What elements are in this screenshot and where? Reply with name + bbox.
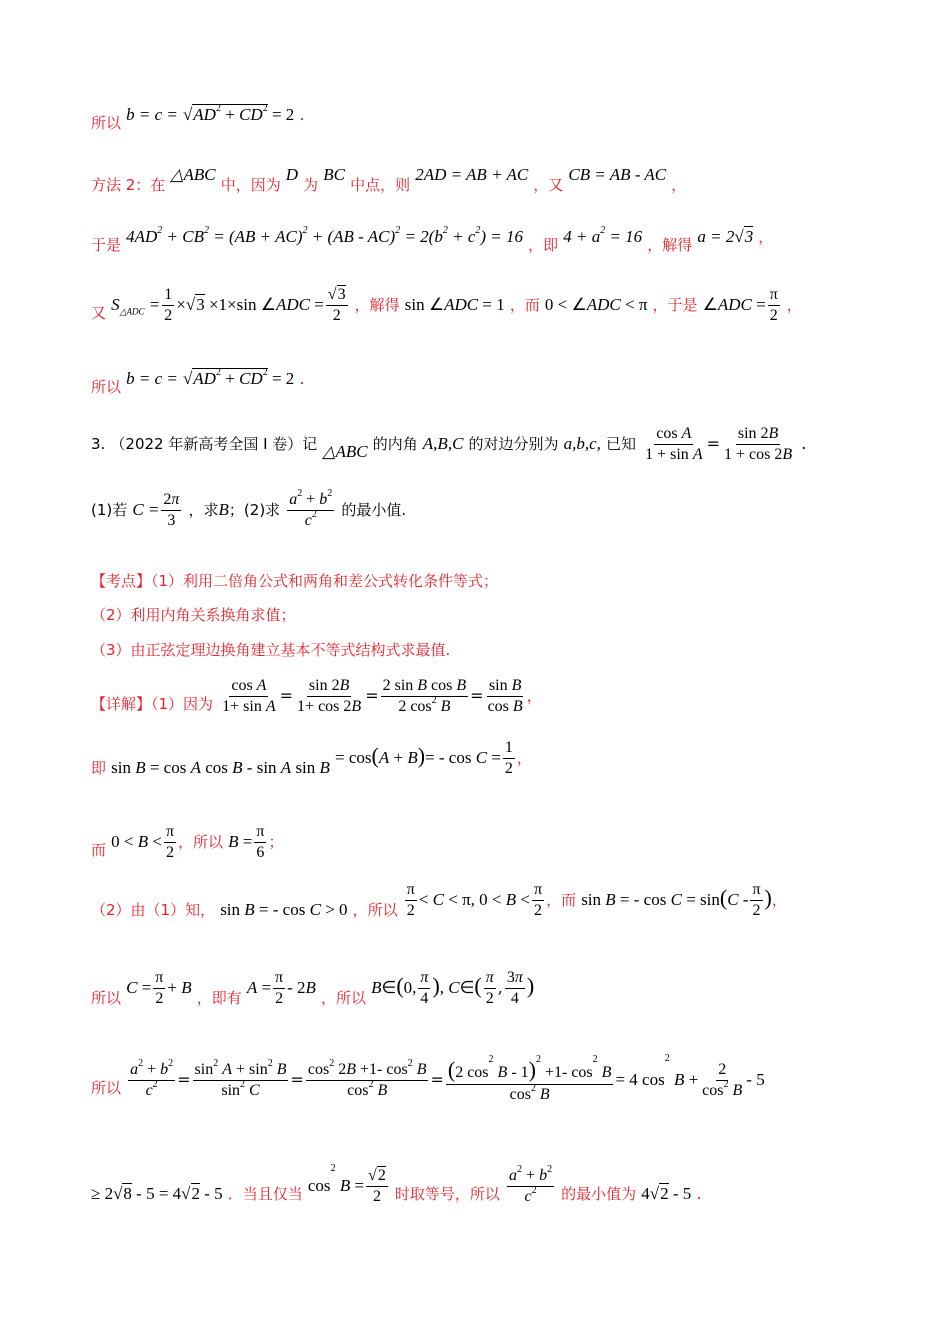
text-you: ，又 [533, 176, 564, 194]
math-C-eq: C = [126, 978, 152, 997]
line-4 [91, 285, 802, 326]
math-cb: CB = AB - AC [568, 165, 667, 184]
math-plus-B: + B [167, 978, 192, 997]
math-sqrt-2: $√AD^2 + CD^2 = 2$ [182, 367, 295, 388]
text-ji: ，即 [528, 236, 559, 254]
q3-t2b: ；(2)求 [228, 501, 281, 519]
text-suoyi3: ，所以 [178, 833, 224, 851]
frac-pi-2f: $\frac{\pi}{2}$ [155, 969, 164, 1007]
math-A-eq: A = [246, 978, 272, 997]
question-3: 3. （2022 年新高考全国 I 卷）记 △ABC 的内角 A,B,C 的对边分别为 a,b,c, 已知 $\frac{\text{cos A}}{\text{1 + sin A}}$ = $\frac{\sin 2B}{1 + \cos 2B}$ . [91, 425, 807, 463]
frac-half: $\frac{1}{2}$ [164, 286, 173, 324]
math-ineq: ≥ 2√8 - 5 = 4√2 - 5 [91, 1184, 223, 1203]
math-area-rest: ×√3 ×1×sin ∠ADC = [176, 295, 324, 314]
math-minus-2B: - 2B [287, 978, 316, 997]
line-1 [91, 103, 305, 132]
line-2 [91, 165, 687, 194]
q3-t1: 的内角 [372, 435, 418, 453]
frac-sqrt2-2: $\frac{√2}{2}$ [368, 1167, 386, 1205]
math-d: D [285, 165, 299, 184]
frac-sin2B: $\frac{\sin 2B}{1 + \cos 2B}$ [724, 425, 793, 463]
xj7-end: . [696, 1184, 702, 1203]
kaodian-2 [91, 608, 296, 623]
math-sinB-neg-cosC: sin B = - cos C > 0 [220, 900, 348, 919]
frac-pi-4: $\frac{\pi}{4}$ [420, 969, 429, 1007]
math-sin-adc: sin ∠ADC = 1 [404, 295, 505, 314]
text-er: ，而 [509, 296, 540, 314]
xiangjie-7 [91, 1163, 702, 1207]
math-sin-shift: sin B = - cos C = sin(C - [581, 885, 749, 910]
q3-t1b: ，求 [188, 501, 219, 519]
frac-2-cos2B: $\frac{2}{\cos^2 B}$ [702, 1060, 743, 1099]
q3-t3b: 的最小值. [341, 501, 407, 519]
frac-pi-2c: $\frac{\pi}{2}$ [406, 881, 415, 919]
math-tri-abc: △ABC [322, 442, 368, 461]
kaodian-text-1: （1）利用二倍角公式和两角和差公式转化条件等式； [151, 572, 499, 590]
math-adc-pi2: ∠ADC = [702, 295, 766, 314]
math-C-in: ), C∈( [432, 973, 482, 998]
text-er3: ，而 [546, 891, 577, 909]
frac-pi-2e: $\frac{\pi}{2}$ [752, 881, 761, 919]
frac-xj6-1: $\frac{a^2 + b^2}{c^2}$ [130, 1057, 174, 1099]
text-er2: 而 [91, 841, 107, 859]
text-suoyi7: 所以 [91, 1078, 122, 1097]
text-comma: ， [671, 176, 687, 194]
math-c-eq: C = [132, 500, 160, 519]
math-minus-5: - 5 [746, 1069, 765, 1089]
frac-xj-1: $\frac{\text{cos A}}{\text{1+ sin A}}$ [222, 677, 276, 715]
question-3-parts [91, 490, 406, 531]
kaodian-3 [91, 643, 450, 658]
kaodian-text-2: （2）利用内角关系换角求值； [91, 606, 296, 624]
frac-xj-4: $\frac{\text{sin B}}{\text{cos B}}$ [487, 677, 523, 715]
frac-pi-2d: $\frac{\pi}{2}$ [534, 881, 543, 919]
frac-a2b2-c2-2: $\frac{a^2 + b^2}{c^2}$ [509, 1164, 553, 1205]
math-a-value: a = 2√3 [697, 227, 754, 246]
xiangjie-3 [91, 822, 283, 863]
text-yushi: 于是 [91, 236, 122, 254]
math-B-range: 0 < B < [111, 832, 162, 851]
math-4cos2B: = 4 $\cos^2 B$ + [615, 1053, 699, 1089]
xiangjie-5: 所以 C = $\frac{\pi}{2}$ + B ，即有 A = $\frac{\pi}{2}$ - 2B ，所以 B∈(0, $\frac{\pi}{4}$ ), C∈( $\frac{\pi}{2}$ , $\frac{3\pi}{4}$ ) [91, 969, 535, 1007]
frac-sqrt3-2: $\frac{√3}{2}$ [327, 286, 346, 324]
text-comma3: ， [786, 296, 802, 314]
xj4-end: ， [771, 891, 787, 909]
q3-part1: (1)若 [91, 501, 128, 519]
math-4-a2: $4 + a^2 = 16$ [563, 225, 643, 246]
q3-t2: 的对边分别为 [468, 435, 559, 453]
xiangjie-text: （1）因为 [151, 695, 214, 713]
math-B: B [218, 500, 229, 519]
math-cosAB: = cos(A + B)= - cos C = [335, 743, 501, 768]
frac-xj6-4: $\frac{(2 \cos^2 B - 1)^2 +1- \cos^2 B}{\cos^2 B}$ [447, 1054, 612, 1103]
text-suoyi: 所以 [91, 114, 122, 132]
math-C-range: < C < π, 0 < B < [418, 890, 530, 909]
text-dangqie: ．当且仅当 [227, 1185, 303, 1203]
period: . [299, 105, 305, 124]
frac-cosA: $\frac{\text{cos A}}{\text{1 + sin A}}$ [645, 425, 703, 463]
xiangjie-1: 【详解】（1）因为 $\frac{\text{cos A}}{\text{1+ sin A}}$ = $\frac{\sin 2B}{1+ \cos 2B}$ = $\frac{\text{2 sin B cos B}}{2 \cos^2 B}$ = $\frac{\text{sin B}}{\text{cos B}}$ ， [91, 677, 543, 715]
frac-pi-2h: $\frac{\pi}{2}$ [485, 969, 494, 1007]
text-suoyi6: ，所以 [321, 989, 367, 1007]
kaodian-text-3: （3）由正弦定理边换角建立基本不等式结构式求最值. [91, 641, 451, 659]
text-ji2: 即 [91, 759, 107, 777]
math-b-eq-c-2: b = c = [126, 369, 178, 388]
text-zuixiao: 的最小值为 [561, 1185, 637, 1203]
math-expansion: $4AD^2 + CB^2 = (AB + AC)^2 + (AB - AC)^2 = 2(b^2 + c^2) = 16$ [126, 225, 523, 246]
text-wei: 为 [303, 176, 319, 194]
text-you2: 又 [91, 304, 107, 322]
frac-half-2: $\frac{1}{2}$ [504, 739, 513, 777]
paren-close: ) [764, 885, 772, 910]
frac-xj-2: $\frac{\sin 2B}{1+ \cos 2B}$ [297, 677, 362, 715]
text-qudeng: 时取等号，所以 [394, 1185, 500, 1203]
text-comma2: ， [758, 228, 774, 246]
math-angles: A,B,C [422, 434, 464, 453]
math-cos2B-eq: $\cos^2 B$ = [307, 1163, 365, 1195]
text-suoyi5: 所以 [91, 989, 122, 1007]
text-jiede2: ，解得 [354, 296, 400, 314]
kaodian-tag: 【考点】 [91, 572, 152, 590]
xj3-end: ； [268, 833, 284, 851]
text-zhong-yinwei: 中，因为 [220, 176, 281, 194]
math-min-value: 4√2 - 5 [641, 1184, 692, 1203]
math-B-value: B = [228, 832, 253, 851]
math-sinB-expand: sin B = cos A cos B - sin A sin B [111, 758, 330, 777]
xj1-end: ， [526, 686, 543, 705]
frac-xj6-3: $\frac{\cos^2 2B +1- \cos^2 B}{\cos^2 B}$ [307, 1057, 427, 1099]
xiangjie-2 [91, 738, 532, 779]
math-sqrt: $√AD^2 + CD^2 = 2$ [182, 103, 295, 124]
text-midpoint: 中点，则 [350, 176, 411, 194]
math-triangle-abc: △ABC [170, 165, 216, 184]
text-method2: 方法 2：在 [91, 176, 166, 194]
frac-xj-3: $\frac{\text{2 sin B cos B}}{2 \cos^2 B}$ [382, 677, 467, 715]
xj4-intro: （2）由（1）知， [91, 901, 216, 919]
text-yushi2: ，于是 [652, 296, 698, 314]
frac-pi-6: $\frac{\pi}{6}$ [256, 823, 265, 861]
q3-number: 3. [91, 435, 106, 453]
text-jiyou: ，即有 [196, 989, 242, 1007]
xiangjie-6: 所以 $\frac{a^2 + b^2}{c^2}$ = $\frac{\sin^2 A + \sin^2 B}{\sin^2 C}$ = $\frac{\cos^2 2B +1- \cos^2 B}{\cos^2 B}$ = $\frac{(2 \cos^2 B - 1)^2 +1- \cos^2 B}{\cos^2 B}$ = 4 $\cos^2 B$ + $\frac{2}{\cos^2 B}$ - 5 [91, 1053, 765, 1103]
math-2ad: 2AD = AB + AC [415, 165, 529, 184]
frac-pi-2g: $\frac{\pi}{2}$ [275, 969, 284, 1007]
math-area: $S_{\triangle ADC}$ = [111, 295, 161, 317]
math-b-eq-c: b = c = [126, 105, 178, 124]
math-B-in: B∈(0, [371, 973, 417, 998]
q3-end: . [801, 434, 807, 453]
q3-source: （2022 年新高考全国 I 卷）记 [110, 435, 318, 453]
frac-xj6-2: $\frac{\sin^2 A + \sin^2 B}{\sin^2 C}$ [194, 1057, 287, 1099]
text-suoyi4: ，所以 [352, 901, 398, 919]
line-5 [91, 367, 305, 396]
xiangjie-4 [91, 880, 787, 921]
paren-close-2: ) [526, 973, 535, 998]
math-bc: BC [323, 165, 346, 184]
line-3 [91, 225, 774, 254]
math-adc-range: 0 < ∠ADC < π [544, 295, 648, 314]
xiangjie-tag: 【详解】 [91, 695, 152, 713]
frac-a2b2-c2: $\frac{a^2 + b^2}{c^2}$ [289, 488, 333, 529]
q3-t3: 已知 [606, 435, 637, 453]
kaodian-1 [91, 574, 498, 589]
frac-2pi-3: $\frac{2\pi}{3}$ [163, 491, 180, 529]
period2: . [299, 369, 305, 388]
frac-pi-2: $\frac{\pi}{2}$ [769, 286, 778, 324]
math-sides: a,b,c, [563, 434, 601, 453]
text-jiede: ，解得 [647, 236, 693, 254]
xj2-end: ， [516, 749, 532, 767]
frac-3pi-4: $\frac{3\pi}{4}$ [506, 969, 523, 1007]
frac-pi-2b: $\frac{\pi}{2}$ [165, 823, 175, 861]
text-suoyi2: 所以 [91, 378, 122, 396]
